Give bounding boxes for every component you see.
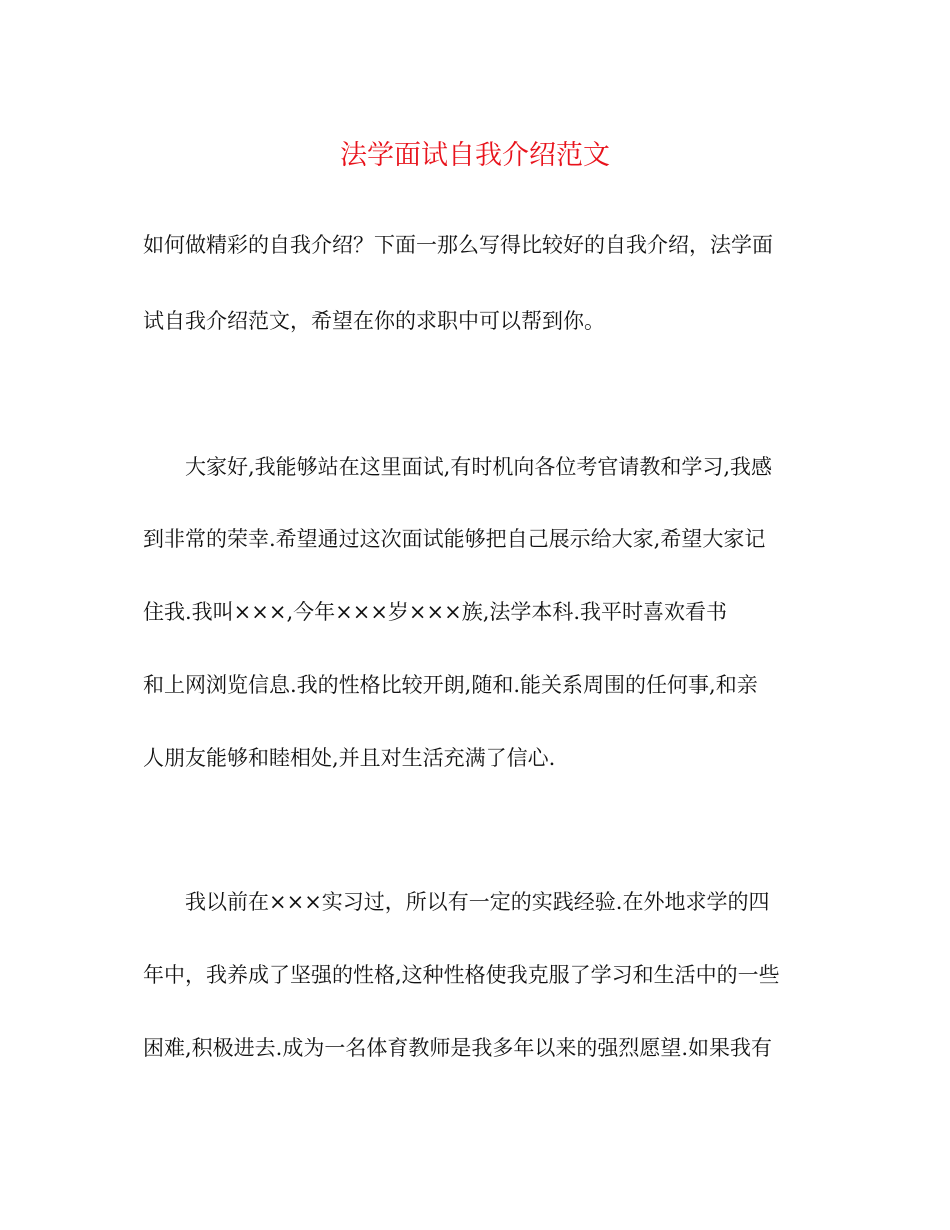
paragraph-2-line: 年中，我养成了坚强的性格,这种性格使我克服了学习和生活中的一些 bbox=[143, 963, 780, 987]
paragraph-2-line: 困难,积极进去.成为一名体育教师是我多年以来的强烈愿望.如果我有 bbox=[143, 1036, 773, 1060]
paragraph-1-line: 和上网浏览信息.我的性格比较开朗,随和.能关系周围的任何事,和亲 bbox=[143, 673, 758, 697]
paragraph-1-line: 住我.我叫×××,今年×××岁×××族,法学本科.我平时喜欢看书 bbox=[143, 600, 728, 624]
paragraph-1-line: 大家好,我能够站在这里面试,有时机向各位考官请教和学习,我感 bbox=[185, 455, 773, 479]
intro-line: 试自我介绍范文，希望在你的求职中可以帮到你。 bbox=[143, 309, 605, 333]
intro-line: 如何做精彩的自我介绍？下面一那么写得比较好的自我介绍，法学面 bbox=[143, 233, 773, 257]
paragraph-1-line: 到非常的荣幸.希望通过这次面试能够把自己展示给大家,希望大家记 bbox=[143, 527, 766, 551]
document-title: 法学面试自我介绍范文 bbox=[340, 140, 610, 171]
paragraph-1-line: 人朋友能够和睦相处,并且对生活充满了信心. bbox=[143, 746, 556, 770]
paragraph-2-line: 我以前在×××实习过，所以有一定的实践经验.在外地求学的四 bbox=[185, 890, 770, 914]
